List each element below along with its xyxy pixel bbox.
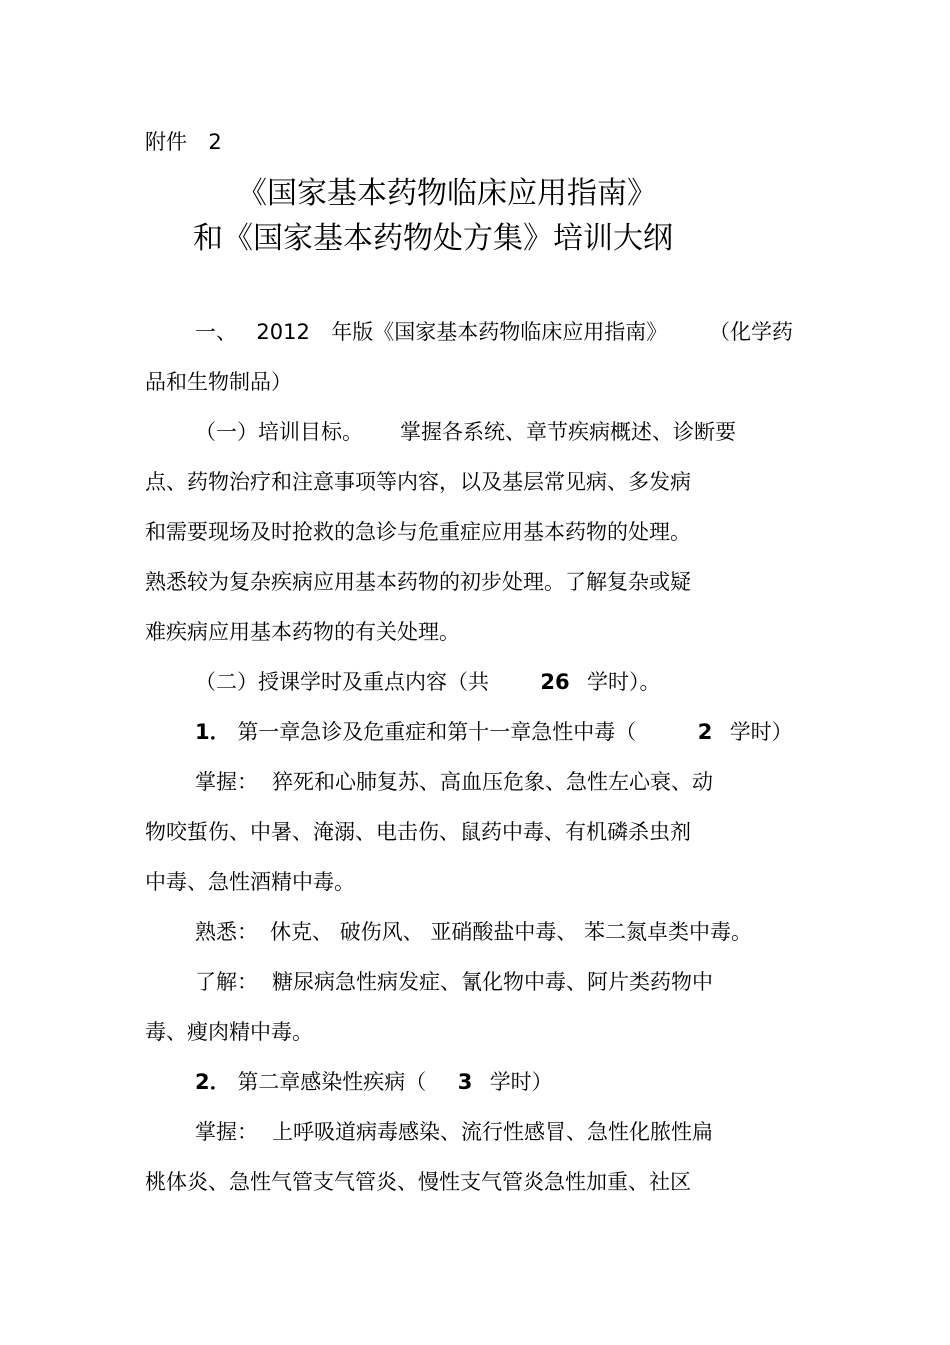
attachment-text: 附件	[145, 130, 187, 154]
section-1-year: 2012	[256, 320, 310, 344]
goal-line: 点、药物治疗和注意事项等内容，以及基层常见病、多发病	[145, 470, 691, 494]
chapter-2-hours-post: 学时）	[489, 1070, 553, 1094]
hours-heading	[195, 668, 660, 696]
chapter-1-title: 第一章急诊及危重症和第十一章急性中毒（	[237, 720, 637, 744]
section-1-title-tail: （化学药	[709, 320, 793, 344]
goal-line: 和需要现场及时抢救的急诊与危重症应用基本药物的处理。	[145, 520, 691, 544]
chapter-2-heading	[195, 1068, 553, 1096]
chapter-1-familiar-label: 熟悉：	[195, 920, 258, 944]
chapter-1-heading	[195, 718, 793, 746]
hours-post: 学时）。	[586, 670, 661, 694]
section-1-title-cont: 品和生物制品）	[145, 370, 292, 394]
goal-line: 难疾病应用基本药物的有关处理。	[145, 620, 460, 644]
goal-line: 掌握各系统、章节疾病概述、诊断要	[400, 420, 736, 444]
chapter-2-number: 2．	[195, 1070, 231, 1094]
hours-pre: （二）授课学时及重点内容（共	[195, 670, 489, 694]
goal-line: 熟悉较为复杂疾病应用基本药物的初步处理。了解复杂或疑	[145, 570, 691, 594]
chapter-1-hours-number: 2	[697, 720, 713, 744]
chapter-2-hours-number: 3	[457, 1070, 473, 1094]
chapter-1-master-line: 物咬蜇伤、中暑、淹溺、电击伤、鼠药中毒、有机磷杀虫剂	[145, 820, 691, 844]
chapter-1-number: 1．	[195, 720, 231, 744]
chapter-1-familiar-text: 休克、 破伤风、 亚硝酸盐中毒、 苯二氮卓类中毒。	[270, 920, 753, 944]
section-1-heading	[195, 318, 667, 346]
attachment-number: 2	[208, 130, 222, 154]
chapter-2-title: 第二章感染性疾病（	[237, 1070, 427, 1094]
hours-number: 26	[540, 670, 570, 694]
attachment-label	[145, 128, 222, 156]
goal-heading: （一）培训目标。	[195, 420, 363, 444]
section-1-title-main: 年版《国家基本药物临床应用指南》	[331, 320, 668, 344]
chapter-2-master-label: 掌握：	[195, 1120, 258, 1144]
chapter-1-know-label: 了解：	[195, 970, 258, 994]
chapter-1-master-line: 猝死和心肺复苏、高血压危象、急性左心衰、动	[272, 770, 713, 794]
chapter-1-master-line: 中毒、急性酒精中毒。	[145, 870, 355, 894]
chapter-1-hours-post: 学时）	[729, 720, 793, 744]
chapter-1-know-line: 糖尿病急性病发症、氰化物中毒、阿片类药物中	[272, 970, 713, 994]
chapter-1-master-label: 掌握：	[195, 770, 258, 794]
document-title-line-1: 《国家基本药物临床应用指南》	[237, 176, 657, 211]
chapter-1-know-line: 毒、瘦肉精中毒。	[145, 1020, 313, 1044]
chapter-2-master-line: 桃体炎、急性气管支气管炎、慢性支气管炎急性加重、社区	[145, 1170, 691, 1194]
document-title-line-2: 和《国家基本药物处方集》培训大纲	[193, 221, 673, 256]
section-1-prefix: 一、	[195, 320, 237, 344]
chapter-2-master-line: 上呼吸道病毒感染、流行性感冒、急性化脓性扁	[272, 1120, 713, 1144]
